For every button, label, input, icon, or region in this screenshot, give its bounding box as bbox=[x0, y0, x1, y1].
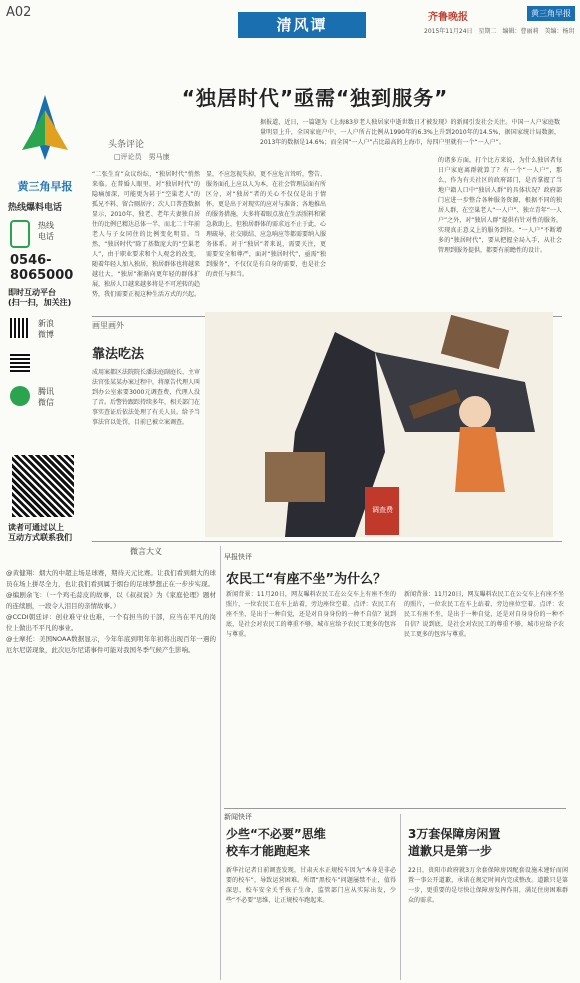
brand-logo-icon bbox=[16, 90, 74, 170]
scan-instruction: 读者可通过以上 互动方式联系我们 bbox=[8, 523, 72, 542]
svg-text:调查费: 调查费 bbox=[372, 506, 393, 514]
phone-label: 热线 电话 bbox=[38, 221, 54, 241]
news2-kicker: 新闻快评 bbox=[224, 813, 252, 821]
paper-edition-box: 黄三角早报 bbox=[527, 6, 575, 21]
column-tag: 头条评论 bbox=[108, 140, 145, 150]
divider-vertical bbox=[220, 546, 221, 980]
page-header bbox=[0, 0, 580, 40]
feature-title: 靠法吃法 bbox=[92, 347, 145, 362]
article-column-1: “二张生育”众议纷纭，“独居时代”悄然来临。在普婚人眼里，对“独居时代”的隐痛加深，可能更为甚于“空巢老人”的孤兄不料、留合厕居序；次人口普查数据显示，2010年，独老、老年夫妻独自居住的比例已精达总体一半，而北二十年前老人与子女同住的比例变化明显。当然，“独居时代”除了基数庞大的“空巢老人”，由于职业要求和个人观念的改变，随着年轻人加入独居，独居群体也将越来越壮大，“独居”渐渐向更年轻的群体扩展，独居人口越来越多将是不可逆转的趋势，我们需要正视这种生活方式的兴起。 bbox=[92, 171, 200, 298]
news1-body: 新闻背景：11月20日，网友曝料农民工在公交车上有座不坐的照片，一位农民工在车上站着，旁边座位空着。点评：农民工有座不坐，是出于一种自觉，还是对自身身份的一种不自信？说到底，是社会对农民工的尊重不够，城市应给予农民工更多的包容与尊重。 bbox=[226, 591, 396, 638]
wechat-icon bbox=[10, 386, 30, 406]
interact-platform: 即时互动平台 (扫一扫，加关注) bbox=[8, 288, 72, 307]
news3-title: 3万套保障房闲置 道歉只是第一步 bbox=[408, 827, 501, 858]
article-column-2: 显，不应忽视失掉，更不应危言耸听，警告、服务面孔上应以人为本，在社会管理层面有所区分，对“独居”者的关心不仅仅是出于情怀，更是出于对现实的应对与准备；各地推出的服务措施，大多将着眼点放在生活照料和紧急救助上，但独居群体的需求远不止于此，心理疏导、社交联结、应急响应等都需要纳入服务体系。对于“独居”者来说，需要关注，更需要安全和尊严，面对“独居时代”，亟需“独到服务”，不仅仅是有自身的需要，也是社会的责任与担当。 bbox=[206, 171, 326, 278]
news1-kicker: 早报快评 bbox=[224, 553, 252, 561]
divider bbox=[224, 808, 566, 809]
qr-code bbox=[10, 352, 30, 372]
weibo-kicker: 微言大义 bbox=[130, 547, 162, 556]
hotline-title: 热线爆料电话 bbox=[8, 203, 63, 213]
article-lead: 据报道，近日，一篇题为《上海83岁老人独居家中逝世数日才被发现》的新闻引发社会关注。中国一人户家庭数量明显上升，全国家庭户中，一人户所占比例从1990年的6.3%上升到2010年的14.5%，据国家统计局数据，2013年的数据是14.6%；而全国“一人户”占比最高的上海市，每四户里就有一个“一人户”。 bbox=[260, 119, 560, 146]
feature-body: 成用案都区法院院长潘法庭副庭长、主审法官张某某办案过程中，将原告代理人叫到办公室索要3000元调查费，代理人没了音。后警铃跟踪持续多年，相关部门在事实查证后依法处理了有关人员。给予当事法官以处罚，目前已被立案调查。 bbox=[92, 369, 200, 426]
paper-name: 齐鲁晚报 bbox=[428, 12, 468, 23]
news3-body: 22日，贵阳市政府就3万余套保障房因配套设施未建好而闲置一事公开道歉，承诺在规定时间内完成整改。道歉只是第一步，更重要的是尽快让保障房发挥作用，满足住房困难群众的需求。 bbox=[408, 867, 568, 904]
news2-body: 新华社记者日前调查发现，甘肃天水正规校车因为“本身是非必要的校车”，导致运营困难。所谓“黑校车”问题屡禁不止，值得深思，校车安全关乎孩子生命，监管部门应从实际出发，少些“不必要”思维，让正规校车跑起来。 bbox=[226, 867, 396, 904]
phone-number: 0546- 8065000 bbox=[10, 253, 74, 283]
divider bbox=[92, 541, 562, 542]
main-headline: “独居时代”亟需“独到服务” bbox=[181, 86, 449, 110]
phone-icon bbox=[10, 220, 30, 248]
left-sidebar bbox=[6, 60, 84, 560]
divider-vertical bbox=[400, 814, 401, 980]
weibo-qr-icon bbox=[10, 318, 30, 338]
news1-title: 农民工“有座不坐”为什么？ bbox=[226, 572, 387, 587]
article-column-4: 的诸多方面，打个比方来说，为什么独居者每日户家庭离群就算了？有一个“一人户”，那么，作为有关社区的政府部门，是否掌握了当地户籍人口中“独居人群”的具体状况？政府部门应进一步整合各种服务资源，根据不同的独居人群，在空巢老人“一人户”、独立青年“一人户”之外，对“独居人群”提供有针对性的服务，实现真正意义上的服务到位。“一人户”不断增多的“独居时代”，要从把握全局入手，从社会管理到服务提供，都要有前瞻性的设计。 bbox=[438, 157, 562, 254]
page-number: A02 bbox=[6, 5, 32, 20]
weibo-label: 新浪 微博 bbox=[38, 319, 54, 339]
wechat-qr-code bbox=[12, 455, 74, 517]
news2-title: 少些“不必要”思维 校车才能跑起来 bbox=[226, 827, 326, 858]
weibo-body: @黄健翔：烟大的中超主场足球赛，期待天元比赛。让我们看到烟大的球员在场上拼尽全力，也让我们看到属于烟台的足球梦想正在一步步实现。 @编剧余飞：（一个鸡毛蒜皮的故事，以《叔叔说》为《家庭伦理》题材的连续剧，一段令人泪目的亲情故事。） @CCDI朝廷评：创业难守业也难，一个有担当的干部，应当在平凡的岗位上做出不平凡的事业。 @士摩托：美国NOAA数据显示，今年年底到明年年初将出现百年一遇的厄尔尼诺现象，此次厄尔尼诺事件可能对我国冬季气候产生影响。 bbox=[6, 569, 216, 654]
wechat-label: 腾讯 微信 bbox=[38, 387, 54, 407]
news1-body-cont: 新闻背景：11月20日，网友曝料农民工在公交车上有座不坐的照片，一位农民工在车上站着，旁边座位空着。点评：农民工有座不坐，是出于一种自觉，还是对自身身份的一种不自信？说到底，是社会对农民工的尊重不够，城市应给予农民工更多的包容与尊重。 bbox=[404, 591, 564, 638]
column-author: □评论员 男马康 bbox=[114, 153, 170, 161]
feature-kicker: 画里画外 bbox=[92, 321, 124, 330]
cartoon-illustration bbox=[205, 312, 553, 537]
dateline: 2015年11月24日 星期二 编辑：曹丽莉 美编：杨玥 bbox=[424, 28, 575, 35]
section-banner: 清风谭 bbox=[238, 12, 366, 38]
brand-name: 黄三角早报 bbox=[17, 180, 73, 193]
